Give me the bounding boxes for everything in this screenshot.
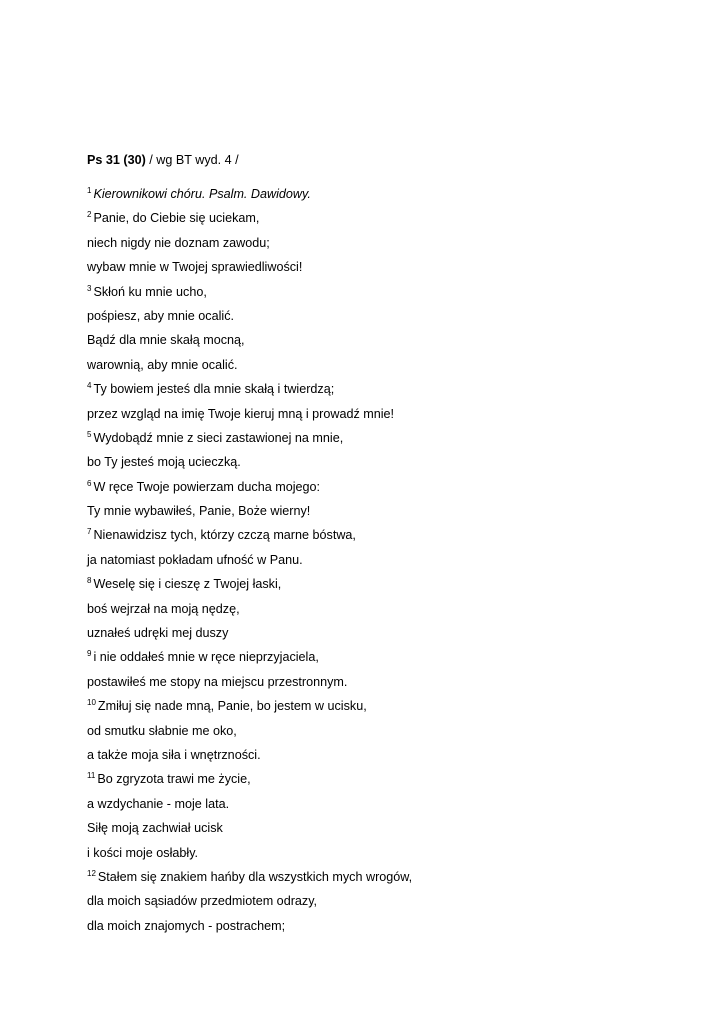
text-line [87, 331, 412, 355]
text-line [87, 258, 412, 282]
verse-text: i kości moje osłabły. [87, 845, 199, 860]
verse-number: 12 [87, 868, 96, 878]
verse-text: ja natomiast pokładam ufność w Panu. [87, 552, 303, 567]
verse-text: Skłoń ku mnie ucho, [93, 284, 207, 299]
verse-text: i nie oddałeś mnie w ręce nieprzyjaciela, [93, 650, 319, 665]
text-line [87, 795, 412, 819]
text-line [87, 502, 412, 526]
verse-text: Zmiłuj się nade mną, Panie, bo jestem w ucisku, [97, 699, 367, 714]
psalm-text [87, 185, 412, 941]
text-line [87, 892, 412, 916]
verse-number: 5 [87, 429, 92, 439]
verse-number: 8 [87, 576, 92, 586]
verse-text: wybaw mnie w Twojej sprawiedliwości! [87, 260, 303, 275]
text-line [87, 234, 412, 258]
verse-text: dla moich znajomych - postrachem; [87, 918, 286, 933]
verse-text: boś wejrzał na moją nędzę, [87, 601, 240, 616]
translation-source: / wg BT wyd. 4 / [145, 153, 239, 167]
text-line [87, 770, 412, 794]
text-line [87, 648, 412, 672]
verse-text: warownią, aby mnie ocalić. [87, 357, 238, 372]
text-line [87, 746, 412, 770]
verse-text: Siłę moją zachwiał ucisk [87, 821, 223, 836]
verse-text: Ty bowiem jesteś dla mnie skałą i twierdzą; [93, 382, 335, 397]
verse-text: Ty mnie wybawiłeś, Panie, Boże wierny! [87, 504, 311, 519]
text-line [87, 283, 412, 307]
text-line [87, 819, 412, 843]
text-line [87, 209, 412, 233]
verse-text: dla moich sąsiadów przedmiotem odrazy, [87, 894, 318, 909]
text-line [87, 405, 412, 429]
verse-text: postawiłeś me stopy na miejscu przestronnym. [87, 674, 348, 689]
verse-number: 7 [87, 527, 92, 537]
text-line [87, 673, 412, 697]
verse-number: 11 [87, 771, 96, 781]
psalm-reference: Ps 31 (30) [87, 153, 146, 167]
text-line [87, 380, 412, 404]
verse-text: Weselę się i cieszę z Twojej łaski, [93, 577, 282, 592]
text-line [87, 722, 412, 746]
verse-number: 1 [87, 186, 92, 195]
verse-text: W ręce Twoje powierzam ducha mojego: [93, 479, 321, 494]
verse-text: uznałeś udręki mej duszy [87, 626, 229, 641]
verse-number: 3 [87, 283, 92, 293]
text-line [87, 551, 412, 575]
verse-text: Bądź dla mnie skałą mocną, [87, 333, 245, 348]
verse-text: Wydobądź mnie z sieci zastawionej na mnie, [93, 430, 344, 445]
verse-number: 2 [87, 210, 92, 220]
verse-number: 9 [87, 649, 92, 659]
text-line [87, 453, 412, 477]
page-title [87, 152, 239, 168]
text-line [87, 624, 412, 648]
text-line [87, 600, 412, 624]
verse-text: Nienawidzisz tych, którzy czczą marne bóstwa, [93, 528, 356, 543]
verse-text: pośpiesz, aby mnie ocalić. [87, 308, 234, 323]
text-line [87, 185, 412, 209]
verse-text: niech nigdy nie doznam zawodu; [87, 235, 270, 250]
text-line [87, 307, 412, 331]
verse-text: bo Ty jesteś moją ucieczką. [87, 455, 241, 470]
verse-number: 6 [87, 478, 92, 488]
text-line [87, 526, 412, 550]
text-line [87, 697, 412, 721]
text-line [87, 356, 412, 380]
verse-text: Bo zgryzota trawi me życie, [97, 772, 251, 787]
text-line [87, 917, 412, 941]
text-line [87, 575, 412, 599]
verse-text: od smutku słabnie me oko, [87, 723, 237, 738]
text-line [87, 868, 412, 892]
verse-number: 4 [87, 381, 92, 391]
verse-text: a także moja siła i wnętrzności. [87, 747, 261, 762]
text-line [87, 429, 412, 453]
verse-text: a wzdychanie - moje lata. [87, 796, 230, 811]
text-line [87, 844, 412, 868]
verse-text: Stałem się znakiem hańby dla wszystkich mych wrogów, [97, 869, 413, 884]
text-line [87, 478, 412, 502]
verse-number: 10 [87, 698, 96, 708]
verse-text: Kierownikowi chóru. Psalm. Dawidowy. [93, 187, 311, 201]
verse-text: przez wzgląd na imię Twoje kieruj mną i prowadź mnie! [87, 406, 395, 421]
verse-text: Panie, do Ciebie się uciekam, [93, 211, 260, 226]
